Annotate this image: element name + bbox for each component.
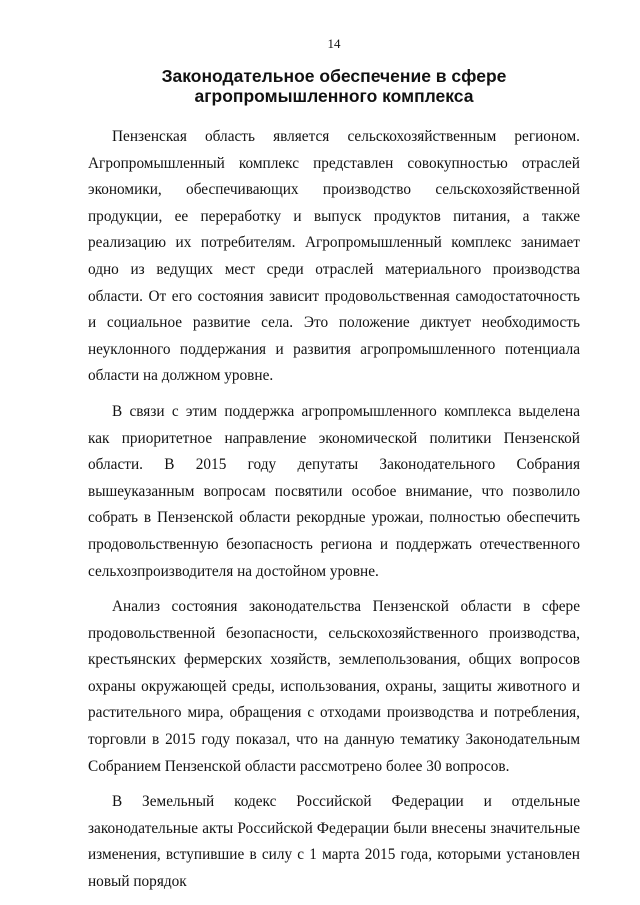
section-title-line-1: Законодательное обеспечение в сфере (161, 66, 507, 86)
page-number: 14 (327, 36, 341, 51)
paragraph-1: Пензенская область является сельскохозяйственным регионом. Агропромышленный комплекс представлен совокупностью отраслей экономики, обеспечивающих производство сельскохозяйственной продукции, ее переработку и выпуск продуктов питания, а также реализацию их потребителям. Агропромышленный комплекс занимает одно из ведущих мест среди отраслей материального производства области. От его состояния зависит продовольственная самодостаточность и социальное развитие села. Это положение диктует необходимость неуклонного поддержания и развития агропромышленного потенциала области на должном уровне. (88, 128, 580, 385)
paragraph-3: Анализ состояния законодательства Пензенской области в сфере продовольственной безопасности, сельскохозяйственного производства, крестьянских фермерских хозяйств, землепользования, общих вопросов охраны окружающей среды, использования, охраны, защиты животного и растительного мира, обращения с отходами производства и потребления, торговли в 2015 году показал, что на данную тематику Законодательным Собранием Пензенской области рассмотрено более 30 вопросов. (88, 598, 580, 775)
section-title-line-2: агропромышленного комплекса (194, 86, 474, 106)
paragraph-4: В Земельный кодекс Российской Федерации и отдельные законодательные акты Российской Федерации были внесены значительные изменения, вступившие в силу с 1 марта 2015 года, которыми установлен новый порядок (88, 793, 580, 891)
section-title (88, 66, 580, 106)
paragraph-2: В связи с этим поддержка агропромышленного комплекса выделена как приоритетное направление экономической политики Пензенской области. В 2015 году депутаты Законодательного Собрания вышеуказанным вопросам посвятили особое внимание, что позволило собрать в Пензенской области рекордные урожаи, полностью обеспечить продовольственную безопасность региона и поддержать отечественного сельхозпроизводителя на достойном уровне. (88, 402, 580, 580)
